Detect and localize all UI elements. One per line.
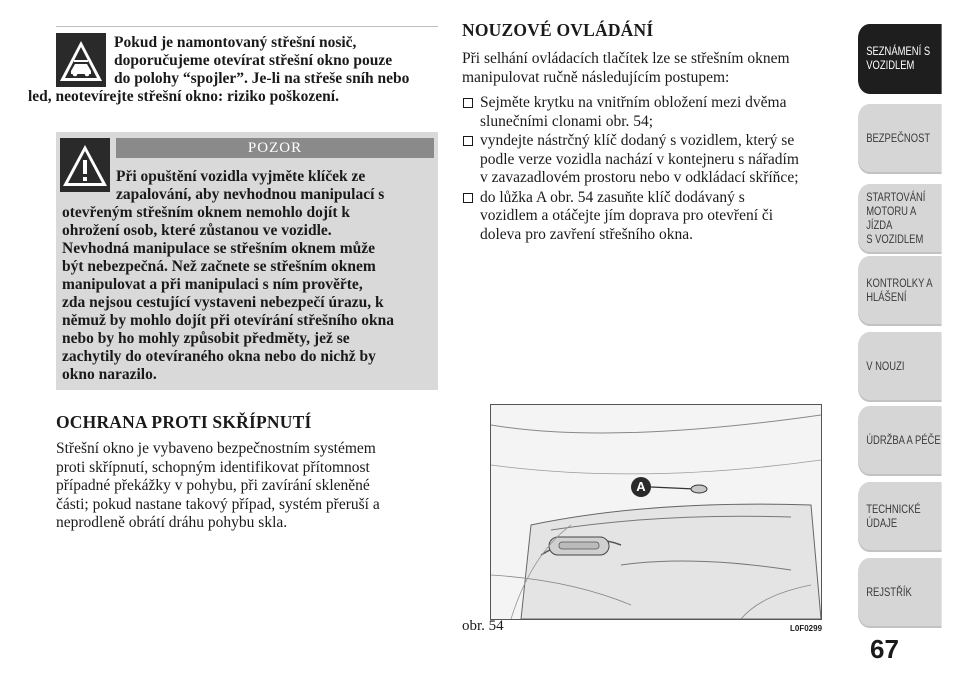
- figure-marker-a: A: [631, 477, 651, 497]
- warning-line: manipulovat a při manipulaci s ním prověřte,: [62, 276, 363, 293]
- warning-line: otevřeným střešním oknem nemohlo dojít k: [62, 204, 351, 221]
- checkbox-bullet-icon: [463, 98, 473, 108]
- tab-seznameni[interactable]: SEZNÁMENÍ S VOZIDLEM: [858, 24, 942, 94]
- warning-text: [62, 168, 434, 384]
- ochrana-paragraph: [56, 440, 446, 533]
- tab-kontrolky[interactable]: KONTROLKY A HLÁŠENÍ: [858, 256, 942, 326]
- section-title-ochrana: OCHRANA PROTI SKŘÍPNUTÍ: [56, 412, 312, 432]
- warning-line: nebo by ho mohly způsobit předměty, jež se: [62, 330, 350, 347]
- paragraph-line: neprodleně obrátí dráhu pohybu skla.: [56, 514, 288, 531]
- warning-line: zapalování, aby nevhodnou manipulací s: [116, 186, 385, 203]
- tab-rejstrik[interactable]: REJSTŘÍK: [858, 558, 942, 628]
- paragraph-line: části; pokud nastane takový případ, systém přeruší a: [56, 495, 380, 513]
- paragraph-line: případné překážky v pohybu, při zavírání skleněné: [56, 477, 370, 494]
- figure-sunroof-illustration: [490, 404, 822, 620]
- page-number: 67: [870, 634, 899, 664]
- warning-line: Při opuštění vozidla vyjměte klíček ze: [116, 168, 366, 185]
- paragraph-line: proti skřípnutí, schopným identifikovat přítomnost: [56, 458, 370, 476]
- note-line: do polohy “spojler”. Je-li na střeše sníh nebo: [114, 70, 410, 87]
- roof-rack-note: [28, 34, 440, 106]
- tab-startovani[interactable]: STARTOVÁNÍ MOTORU A JÍZDA S VOZIDLEM: [858, 184, 942, 254]
- nouzove-intro: [462, 50, 852, 87]
- warning-line: zachytily do otevíraného okna nebo do nichž by: [62, 348, 376, 365]
- note-line: Pokud je namontovaný střešní nosič,: [114, 34, 357, 51]
- tab-v-nouzi[interactable]: V NOUZI: [858, 332, 942, 402]
- checkbox-bullet-icon: [463, 136, 473, 146]
- tab-udrzba[interactable]: ÚDRŽBA A PÉČE: [858, 406, 942, 476]
- sunroof-drawing: [491, 405, 821, 619]
- section-title-nouzove: NOUZOVÉ OVLÁDÁNÍ: [462, 20, 654, 40]
- tab-technicke[interactable]: TECHNICKÉ ÚDAJE: [858, 482, 942, 552]
- list-item: Sejměte krytku na vnitřním obložení mezi dvěma slunečními clonami obr. 54;: [462, 94, 854, 131]
- paragraph-line: Střešní okno je vybaveno bezpečnostním systémem: [56, 440, 376, 457]
- warning-line: zda nejsou cestující vystaveni nebezpečí úrazu, k: [62, 294, 384, 311]
- list-item: do lůžka A obr. 54 zasuňte klíč dodávaný s vozidlem a otáčejte jím doprava pro otevření či doleva pro zavření střešního okna.: [462, 189, 854, 245]
- paragraph-line: Při selhání ovládacích tlačítek lze se střešním oknem: [462, 50, 790, 67]
- note-line: doporučujeme otevírat střešní okno pouze: [114, 52, 393, 69]
- figure-code: L0F0299: [790, 624, 823, 633]
- warning-line: Nevhodná manipulace se střešním oknem může: [62, 240, 376, 257]
- top-divider: [56, 26, 438, 27]
- warning-line: němuž by mohlo dojít při otevírání střešního okna: [62, 312, 394, 329]
- paragraph-line: manipulovat ručně následujícím postupem:: [462, 68, 730, 86]
- warning-header: POZOR: [116, 138, 434, 158]
- figure-caption: obr. 54: [462, 618, 504, 634]
- warning-line: být nebezpečná. Než začnete se střešním oknem: [62, 258, 376, 275]
- warning-line: okno narazilo.: [62, 366, 157, 383]
- checkbox-bullet-icon: [463, 193, 473, 203]
- procedure-list: [462, 94, 854, 245]
- warning-line: ohrožení osob, které zůstanou ve vozidle.: [62, 222, 332, 239]
- note-line: led, neotevírejte střešní okno: riziko poškození.: [28, 88, 339, 105]
- list-item: vyndejte nástrčný klíč dodaný s vozidlem, který se podle verze vozidla nachází v kontejneru s nářadím v zavazadlovém prostoru nebo v odkládací skříňce;: [462, 132, 854, 188]
- tab-bezpecnost[interactable]: BEZPEČNOST: [858, 104, 942, 174]
